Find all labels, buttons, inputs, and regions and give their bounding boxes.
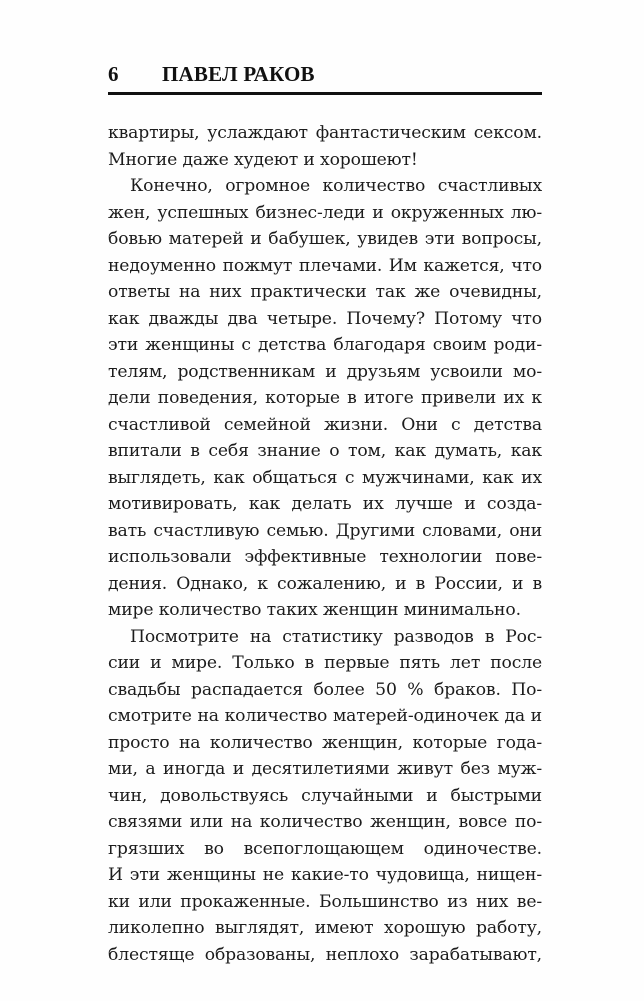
text-line: выглядеть, как общаться с мужчинами, как их [108, 467, 542, 488]
text-line: дения. Однако, к сожалению, и в России, и в [108, 573, 542, 594]
text-line: использовали эффективные технологии пове- [108, 547, 542, 567]
text-line: мире количество таких женщин минимально. [108, 600, 521, 620]
text-line: блестяще образованы, неплохо зарабатывают, [108, 944, 542, 965]
text-line: жен, успешных бизнес-леди и окруженных лю- [108, 202, 542, 223]
text-line: свадьбы распадается более 50 % браков. По- [108, 679, 542, 700]
text-line: дели поведения, которые в итоге привели их к [108, 388, 542, 408]
running-head [108, 61, 541, 87]
text-line: И эти женщины не какие-то чудовища, нищен- [108, 865, 542, 885]
text-line: как дважды два четыре. Почему? Потому что [108, 308, 542, 329]
text-line: счастливой семейной жизни. Они с детства [108, 414, 542, 435]
body-text [108, 120, 542, 968]
text-line: квартиры, услаждают фантастическим сексом. [108, 123, 542, 143]
page-number: 6 [108, 62, 119, 86]
text-line: бовью матерей и бабушек, увидев эти вопросы, [108, 229, 542, 249]
text-line: грязших во всепоглощающем одиночестве. [108, 838, 542, 859]
text-line: Посмотрите на статистику разводов в Рос- [130, 626, 542, 647]
text-line: ликолепно выглядят, имеют хорошую работу, [108, 918, 542, 938]
text-line: ки или прокаженные. Большинство из них ве- [108, 891, 542, 912]
text-line: впитали в себя знание о том, как думать, как [108, 441, 542, 461]
text-line: эти женщины с детства благодаря своим роди- [108, 335, 542, 355]
text-line: Многие даже худеют и хорошеют! [108, 149, 418, 170]
text-line: вать счастливую семью. Другими словами, они [108, 520, 542, 541]
text-line: ответы на них практически так же очевидны, [108, 282, 542, 302]
text-line: просто на количество женщин, которые года- [108, 732, 542, 753]
text-line: ми, а иногда и десятилетиями живут без муж- [108, 759, 542, 779]
text-line: недоуменно пожмут плечами. Им кажется, что [108, 255, 542, 276]
text-line: телям, родственникам и друзьям усвоили мо- [108, 361, 542, 382]
header-rule [108, 92, 542, 95]
running-head-author: ПАВЕЛ РАКОВ [162, 62, 315, 86]
text-line: мотивировать, как делать их лучше и созда- [108, 494, 542, 514]
text-line: чин, довольствуясь случайными и быстрыми [108, 785, 542, 806]
text-line: сии и мире. Только в первые пять лет после [108, 653, 542, 673]
text-line: связями или на количество женщин, вовсе по- [108, 812, 542, 832]
text-line: Конечно, огромное количество счастливых [130, 176, 542, 196]
text-line: смотрите на количество матерей-одиночек да и [108, 706, 542, 726]
